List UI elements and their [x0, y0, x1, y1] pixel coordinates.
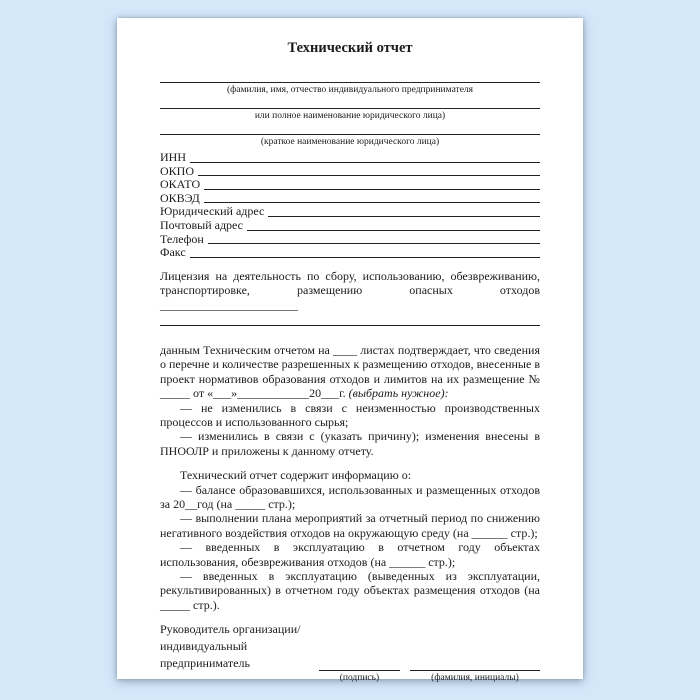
field-blank-line [208, 233, 540, 245]
name-caption: (фамилия, инициалы) [431, 673, 519, 684]
signature-field [319, 660, 400, 684]
signature-block [160, 621, 540, 684]
contents-item-waste-balance: — балансе образовавшихся, использованных и размещенных отходов за 20__год (на _____ стр.); [160, 482, 540, 512]
document-page [117, 18, 583, 684]
field-label: Факс [160, 245, 186, 260]
signature-role-line: Руководитель организации/ [160, 622, 301, 637]
license-paragraph: Лицензия на деятельность по сбору, использованию, обезвреживанию, транспортировке, размещению опасных отходов _______________________ [160, 268, 540, 312]
field-label: ОКАТО [160, 177, 201, 192]
field-row-okpo [160, 165, 540, 179]
field-label: ОКПО [160, 163, 195, 178]
writein-group-entrepreneur-name [160, 71, 540, 96]
signature-line [319, 660, 400, 671]
contents-item-disposal-facilities: — введенных в эксплуатацию (выведенных из эксплуатации, рекультивированных) в отчетном году объектах размещения отходов (на _____ стр.). [160, 569, 540, 612]
contents-intro: Технический отчет содержит информацию о: [180, 468, 412, 483]
license-blank-line [160, 315, 540, 326]
signature-caption: (подпись) [339, 673, 380, 684]
field-blank-line [204, 178, 540, 190]
field-row-okato [160, 178, 540, 192]
field-blank-line [268, 205, 540, 217]
statement-option-unchanged: — не изменились в связи с неизменностью производственных процессов и использованного сырья; [160, 400, 540, 429]
writein-line [160, 97, 540, 109]
field-label: Телефон [160, 231, 204, 246]
field-blank-line [190, 246, 540, 258]
field-row-legal-address [160, 205, 540, 219]
field-row-fax [160, 246, 540, 260]
writein-caption: или полное наименование юридического лица) [254, 111, 446, 121]
signature-role [160, 621, 309, 672]
field-blank-line [204, 192, 540, 204]
field-row-postal-address [160, 219, 540, 233]
field-label: Юридический адрес [160, 204, 265, 219]
statement-italic-note: (выбрать нужное): [348, 386, 449, 401]
field-blank-line [198, 165, 540, 177]
writein-group-full-legal-name [160, 97, 540, 122]
document-title: Технический отчет [287, 40, 413, 56]
statement-option-changed: — изменились в связи с (указать причину); изменения внесены в ПНООЛР и приложены к данному отчету. [160, 429, 540, 458]
writein-line [160, 123, 540, 135]
writein-group-short-legal-name [160, 123, 540, 148]
field-blank-line [247, 219, 540, 231]
name-line [410, 660, 540, 671]
field-label: ОКВЭД [160, 190, 200, 205]
name-field [410, 660, 540, 684]
field-label: Почтовый адрес [160, 217, 244, 232]
field-row-phone [160, 233, 540, 247]
signature-role-line: индивидуальный [160, 639, 248, 654]
statement-text: данным Техническим отчетом на ____ листах подтверждает, что сведения о перечне и количестве разрешенных к размещению отходов, внесенные в проект нормативов образования отходов и лимитов на их размещение № _____ от «___»____________20___г. [160, 342, 540, 401]
writein-caption: (краткое наименование юридического лица) [260, 137, 440, 147]
field-row-okved [160, 192, 540, 206]
field-label: ИНН [160, 150, 186, 164]
writein-caption: (фамилия, имя, отчество индивидуального предпринимателя [226, 85, 474, 95]
writein-line [160, 71, 540, 83]
requisite-fields [160, 151, 540, 260]
statement-paragraph [160, 343, 540, 401]
field-blank-line [190, 151, 540, 163]
signature-role-line: предприниматель [160, 656, 250, 671]
contents-item-action-plan: — выполнении плана мероприятий за отчетный период по снижению негативного воздействия отходов на окружающую среду (на ______ стр.); [160, 511, 540, 540]
field-row-inn [160, 151, 540, 165]
contents-item-commissioned-use-facilities: — введенных в эксплуатацию в отчетном году объектах использования, обезвреживания отходов (на ______ стр.); [160, 540, 540, 569]
